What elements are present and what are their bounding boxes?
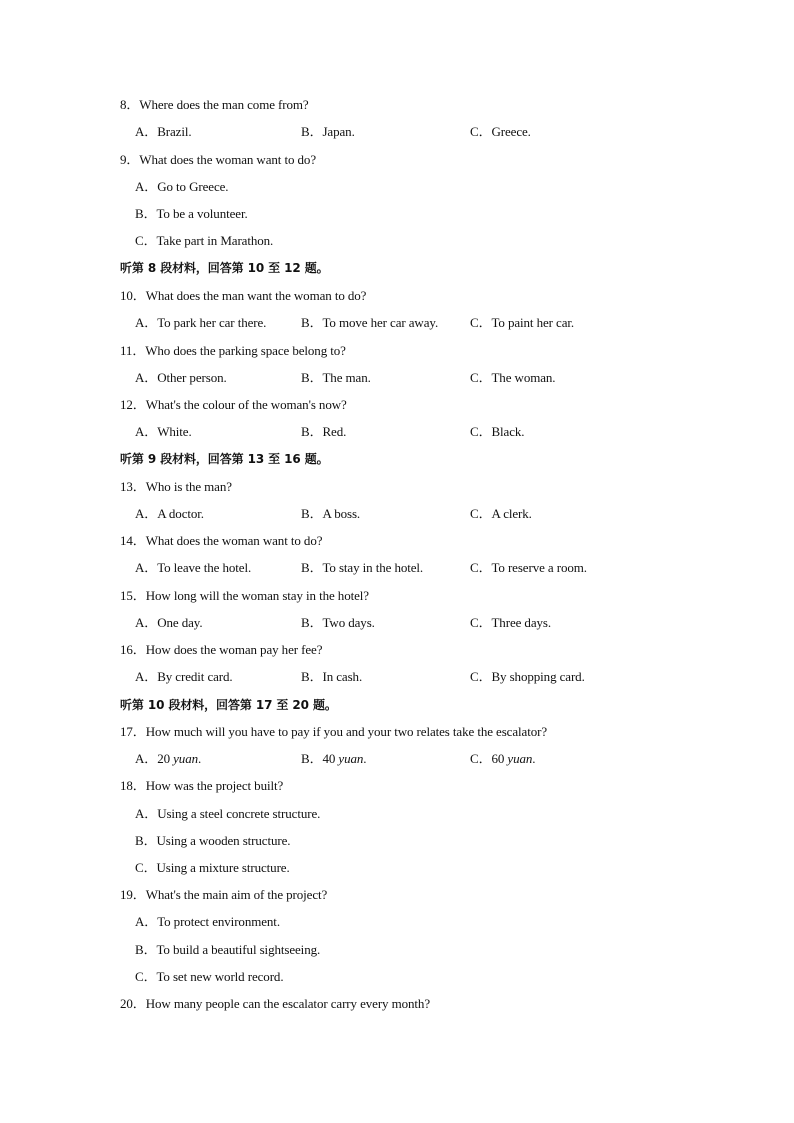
option-10b: B．To move her car away. xyxy=(301,315,439,330)
option-11c: C．The woman. xyxy=(470,370,556,385)
question-15: 15．How long will the woman stay in the hotel? xyxy=(120,588,369,603)
option-13b: B．A boss. xyxy=(301,506,361,521)
option-12c: C．Black. xyxy=(470,424,525,439)
option-18b: B．Using a wooden structure. xyxy=(135,833,291,848)
question-19: 19．What's the main aim of the project? xyxy=(120,887,328,902)
option-16a: A．By credit card. xyxy=(135,669,233,684)
option-14c: C．To reserve a room. xyxy=(470,560,587,575)
option-8a: A．Brazil. xyxy=(135,124,192,139)
option-8c: C．Greece. xyxy=(470,124,531,139)
option-18a: A．Using a steel concrete structure. xyxy=(135,806,321,821)
currency-unit: yuan xyxy=(173,751,199,766)
option-17a-label: A．20 xyxy=(135,751,174,766)
question-8: 8．Where does the man come from? xyxy=(120,97,309,112)
question-10: 10．What does the man want the woman to do? xyxy=(120,288,367,303)
question-13: 13．Who is the man? xyxy=(120,479,232,494)
option-19c: C．To set new world record. xyxy=(135,969,284,984)
currency-unit: yuan xyxy=(338,751,364,766)
option-17b-label: B．40 xyxy=(301,751,339,766)
option-12a: A．White. xyxy=(135,424,192,439)
question-17: 17．How much will you have to pay if you and your two relates take the escalator? xyxy=(120,724,548,739)
question-18: 18．How was the project built? xyxy=(120,778,284,793)
option-15a: A．One day. xyxy=(135,615,203,630)
option-19a: A．To protect environment. xyxy=(135,914,280,929)
question-16: 16．How does the woman pay her fee? xyxy=(120,642,323,657)
option-11b: B．The man. xyxy=(301,370,371,385)
option-11a: A．Other person. xyxy=(135,370,227,385)
section-heading-8: 听第 8 段材料，回答第 10 至 12 题。 xyxy=(120,261,329,275)
currency-unit: yuan xyxy=(507,751,533,766)
option-9b: B．To be a volunteer. xyxy=(135,206,248,221)
option-13a: A．A doctor. xyxy=(135,506,204,521)
question-14: 14．What does the woman want to do? xyxy=(120,533,323,548)
option-8b: B．Japan. xyxy=(301,124,355,139)
option-14b: B．To stay in the hotel. xyxy=(301,560,424,575)
option-15b: B．Two days. xyxy=(301,615,375,630)
question-9: 9．What does the woman want to do? xyxy=(120,152,316,167)
period: . xyxy=(532,751,536,766)
option-17a xyxy=(135,751,201,767)
option-17c xyxy=(470,751,535,767)
option-16b: B．In cash. xyxy=(301,669,363,684)
option-12b: B．Red. xyxy=(301,424,347,439)
section-heading-9: 听第 9 段材料，回答第 13 至 16 题。 xyxy=(120,452,329,466)
option-13c: C．A clerk. xyxy=(470,506,532,521)
option-9c: C．Take part in Marathon. xyxy=(135,233,274,248)
period: . xyxy=(198,751,202,766)
option-17b xyxy=(301,751,366,767)
question-20: 20．How many people can the escalator carry every month? xyxy=(120,996,430,1011)
option-10c: C．To paint her car. xyxy=(470,315,575,330)
question-12: 12．What's the colour of the woman's now? xyxy=(120,397,347,412)
option-9a: A．Go to Greece. xyxy=(135,179,229,194)
option-14a: A．To leave the hotel. xyxy=(135,560,252,575)
option-18c: C．Using a mixture structure. xyxy=(135,860,290,875)
option-17c-label: C．60 xyxy=(470,751,508,766)
option-10a: A．To park her car there. xyxy=(135,315,267,330)
option-15c: C．Three days. xyxy=(470,615,552,630)
option-19b: B．To build a beautiful sightseeing. xyxy=(135,942,321,957)
option-16c: C．By shopping card. xyxy=(470,669,585,684)
question-11: 11．Who does the parking space belong to? xyxy=(120,343,346,358)
period: . xyxy=(363,751,367,766)
section-heading-10: 听第 10 段材料，回答第 17 至 20 题。 xyxy=(120,698,337,712)
